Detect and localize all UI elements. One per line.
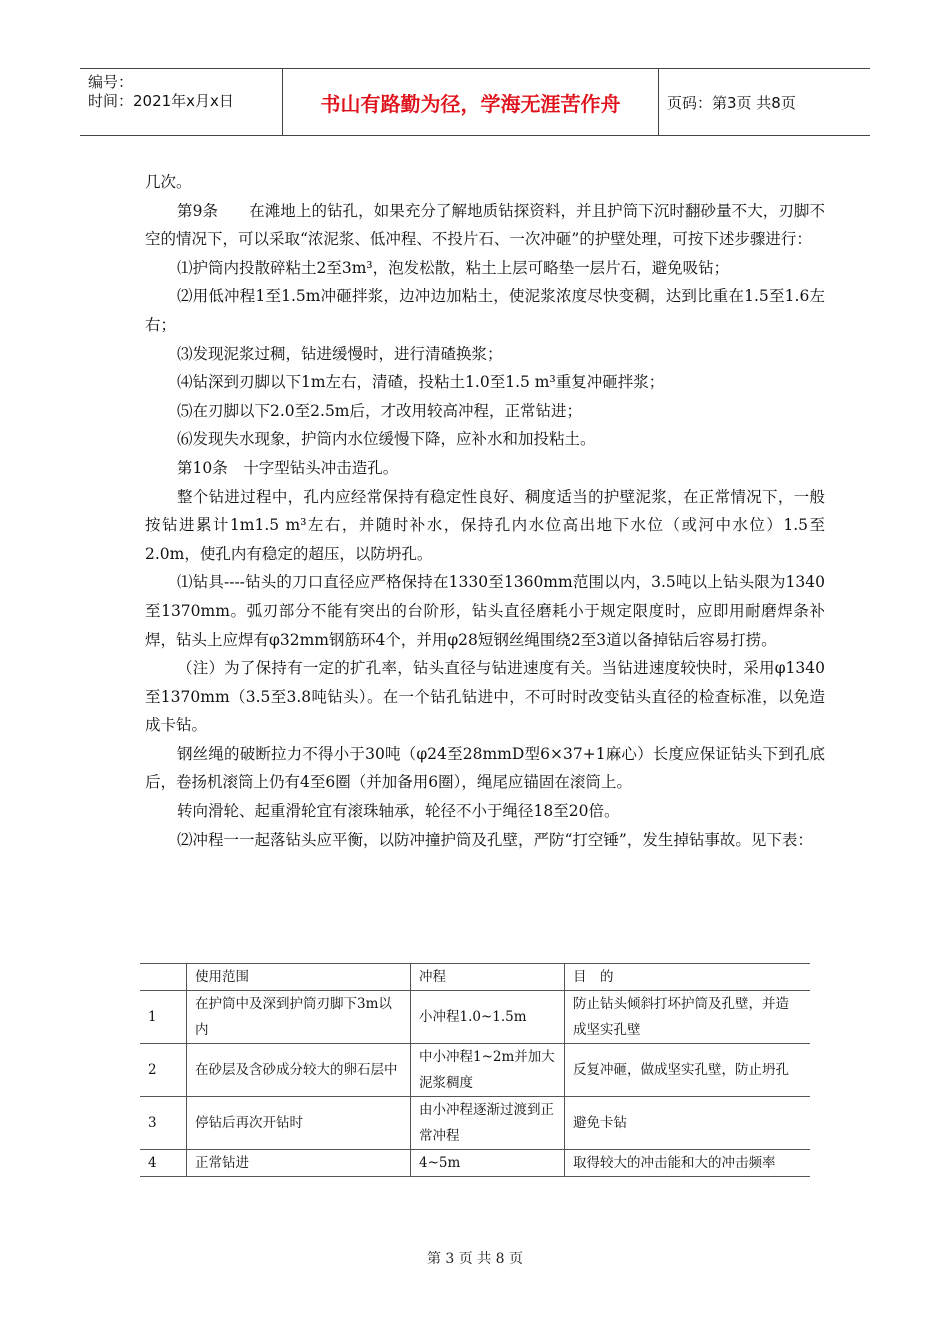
document-date: 时间：2021年x月x日	[88, 92, 234, 110]
paragraph: ⑹发现失水现象，护筒内水位缓慢下降，应补水和加投粘土。	[177, 430, 596, 449]
table-row	[140, 1150, 810, 1177]
table-cell: 4	[140, 1150, 187, 1177]
header-meta	[80, 69, 282, 135]
table-header-cell: 冲程	[411, 964, 565, 991]
table-cell: 反复冲砸，做成坚实孔壁，防止坍孔	[565, 1044, 811, 1097]
header-motto: 书山有路勤为径，学海无涯苦作舟	[282, 69, 659, 135]
table-cell: 在砂层及含砂成分较大的卵石层中	[187, 1044, 411, 1097]
table-row	[140, 1097, 810, 1150]
paragraph: ⑶发现泥浆过稠，钻进缓慢时，进行清碴换浆；	[177, 344, 503, 363]
paragraph: ⑵冲程一一起落钻头应平衡，以防冲撞护筒及孔壁，严防“打空锤”，发生掉钻事故。见下表：	[177, 830, 813, 849]
table-cell: 取得较大的冲击能和大的冲击频率	[565, 1150, 811, 1177]
paragraph: ⑷钻深到刃脚以下1m左右，清碴，投粘土1.0至1.5 m³重复冲砸拌浆；	[177, 373, 665, 392]
paragraph: 第9条 在滩地上的钻孔，如果充分了解地质钻探资料，并且护筒下沉时翻砂量不大，刃脚不空的情况下，可以采取“浓泥浆、低冲程、不投片石、一次冲砸”的护壁处理，可按下述步骤进行：	[145, 201, 825, 249]
table-header-cell	[140, 964, 187, 991]
paragraph: ⑴护筒内投散碎粘土2至3m³，泡发松散，粘土上层可略垫一层片石，避免吸钻；	[177, 258, 730, 277]
header-page-info: 页码：第3页 共8页	[667, 93, 796, 112]
drilling-stroke-table	[140, 963, 810, 1177]
table-cell: 小冲程1.0~1.5m	[411, 991, 565, 1044]
document-number-label: 编号：	[88, 73, 134, 91]
paragraph: ⑵用低冲程1至1.5m冲砸拌浆，边冲边加粘土，使泥浆浓度尽快变稠，达到比重在1.5至1.6左右；	[145, 287, 825, 334]
page-header	[80, 68, 870, 136]
table-cell: 正常钻进	[187, 1150, 411, 1177]
table-cell: 1	[140, 991, 187, 1044]
table-header-cell: 使用范围	[187, 964, 411, 991]
table-header-cell: 目 的	[565, 964, 811, 991]
table-cell: 中小冲程1~2m并加大泥浆稠度	[411, 1044, 565, 1097]
paragraph: 几次。	[145, 173, 192, 191]
document-body	[145, 168, 825, 854]
table-header-row	[140, 964, 810, 991]
table-cell: 避免卡钻	[565, 1097, 811, 1150]
table-cell: 3	[140, 1097, 187, 1150]
table-cell: 2	[140, 1044, 187, 1097]
paragraph: 钢丝绳的破断拉力不得小于30吨（φ24至28mmD型6×37+1麻心）长度应保证钻头下到孔底后，卷扬机滚筒上仍有4至6圈（并加备用6圈），绳尾应锚固在滚筒上。	[145, 744, 825, 792]
table-cell: 由小冲程逐渐过渡到正常冲程	[411, 1097, 565, 1150]
table-row	[140, 991, 810, 1044]
table-cell: 停钻后再次开钻时	[187, 1097, 411, 1150]
page-footer: 第 3 页 共 8 页	[426, 1251, 524, 1267]
paragraph: ⑴钻具----钻头的刀口直径应严格保持在1330至1360mm范围以内，3.5吨以上钻头限为1340至1370mm。弧刃部分不能有突出的台阶形，钻头直径磨耗小于规定限度时，应即用耐磨焊条补焊，钻头上应焊有φ32mm钢筋环4个，并用φ28短钢丝绳围绕2至3道以备掉钻后容易打捞。	[145, 573, 825, 649]
paragraph: 整个钻进过程中，孔内应经常保持有稳定性良好、稠度适当的护壁泥浆，在正常情况下，一般按钻进累计1m1.5 m³左右，并随时补水，保持孔内水位高出地下水位（或河中水位）1.5至2.0m，使孔内有稳定的超压，以防坍孔。	[145, 487, 825, 563]
table-cell: 防止钻头倾斜打坏护筒及孔壁，并造成坚实孔壁	[565, 991, 811, 1044]
paragraph: 转向滑轮、起重滑轮宜有滚珠轴承，轮径不小于绳径18至20倍。	[177, 802, 620, 821]
table-cell: 4~5m	[411, 1150, 565, 1177]
paragraph: ⑸在刃脚以下2.0至2.5m后，才改用较高冲程，正常钻进；	[177, 401, 582, 420]
paragraph: 第10条 十字型钻头冲击造孔。	[177, 458, 399, 477]
table-cell: 在护筒中及深到护筒刃脚下3m以内	[187, 991, 411, 1044]
paragraph: （注）为了保持有一定的扩孔率，钻头直径与钻进速度有关。当钻进速度较快时，采用φ1340至1370mm（3.5至3.8吨钻头）。在一个钻孔钻进中，不可时时改变钻头直径的检查标准，以免造成卡钻。	[145, 659, 825, 735]
table-row	[140, 1044, 810, 1097]
